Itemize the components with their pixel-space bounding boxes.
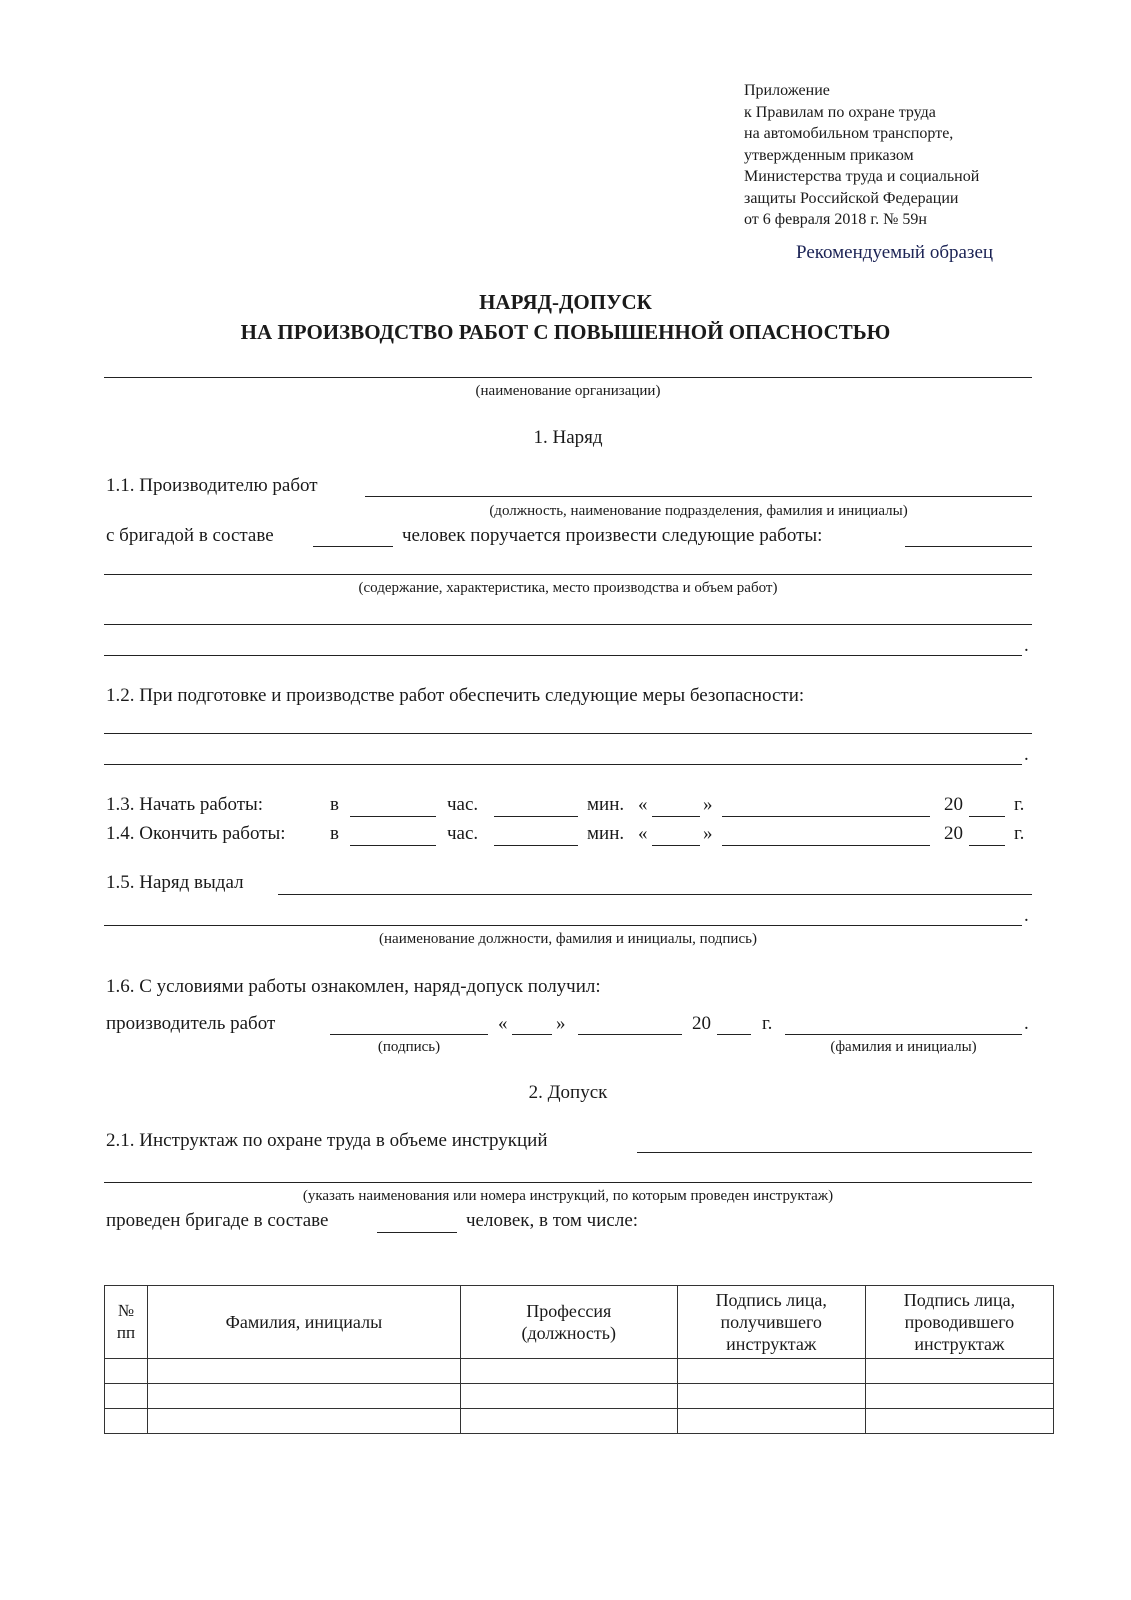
producer-name-field[interactable] xyxy=(785,1034,1022,1035)
year-prefix: 20 xyxy=(944,794,963,815)
instructions-hint: (указать наименования или номера инструкций, по которым проведен инструктаж) xyxy=(302,1188,834,1204)
safety-measures-line-1[interactable] xyxy=(104,733,1032,734)
appendix-line: защиты Российской Федерации xyxy=(744,189,959,207)
end-day-field[interactable] xyxy=(652,845,700,846)
appendix-line: к Правилам по охране труда xyxy=(744,103,936,121)
title-line-1: НАРЯД-ДОПУСК xyxy=(479,290,652,314)
at-label: в xyxy=(330,794,339,815)
table-cell[interactable] xyxy=(677,1409,865,1434)
period: . xyxy=(1024,905,1029,926)
table-row xyxy=(105,1384,1054,1409)
table-cell[interactable] xyxy=(460,1359,677,1384)
table-cell[interactable] xyxy=(460,1384,677,1409)
year-suffix: г. xyxy=(762,1013,773,1034)
section-1-heading: 1. Наряд xyxy=(533,427,603,448)
brigade-prefix: с бригадой в составе xyxy=(106,525,274,546)
works-hint: (содержание, характеристика, место производства и объем работ) xyxy=(358,580,778,596)
section-2-heading: 2. Допуск xyxy=(528,1082,608,1103)
item-1-4-label: 1.4. Окончить работы: xyxy=(106,823,286,844)
appendix-line: утвержденным приказом xyxy=(744,146,914,164)
works-field-start[interactable] xyxy=(905,546,1032,547)
end-month-field[interactable] xyxy=(722,845,930,846)
producer-label: производитель работ xyxy=(106,1013,276,1034)
period: . xyxy=(1024,635,1029,656)
table-row xyxy=(105,1409,1054,1434)
quote-close: » xyxy=(703,823,713,844)
table-cell[interactable] xyxy=(865,1359,1053,1384)
appendix-block xyxy=(744,80,979,231)
quote-open: « xyxy=(638,794,648,815)
instructions-field-line-1[interactable] xyxy=(637,1152,1032,1153)
item-1-6-label: 1.6. С условиями работы ознакомлен, наряд-допуск получил: xyxy=(106,976,601,997)
start-hours-field[interactable] xyxy=(350,816,436,817)
table-header-row xyxy=(105,1286,1054,1359)
minutes-label: мин. xyxy=(587,823,625,844)
at-label: в xyxy=(330,823,339,844)
appendix-line: Приложение xyxy=(744,82,830,99)
appendix-line: на автомобильном транспорте, xyxy=(744,125,954,142)
document-title xyxy=(0,287,1131,347)
received-month-field[interactable] xyxy=(578,1034,682,1035)
table-cell[interactable] xyxy=(147,1359,460,1384)
start-minutes-field[interactable] xyxy=(494,816,578,817)
header-name: Фамилия, инициалы xyxy=(147,1286,460,1359)
briefed-brigade-suffix: человек, в том числе: xyxy=(466,1210,639,1231)
quote-close: » xyxy=(556,1013,566,1034)
item-1-1-label: 1.1. Производителю работ xyxy=(106,475,318,496)
end-hours-field[interactable] xyxy=(350,845,436,846)
item-1-5-label: 1.5. Наряд выдал xyxy=(106,872,244,893)
quote-close: » xyxy=(703,794,713,815)
header-number: № пп xyxy=(105,1286,148,1359)
header-signature-conducted: Подпись лица, проводившего инструктаж xyxy=(865,1286,1053,1359)
end-minutes-field[interactable] xyxy=(494,845,578,846)
table-row xyxy=(105,1359,1054,1384)
table-cell[interactable] xyxy=(147,1384,460,1409)
appendix-line: от 6 февраля 2018 г. № 59н xyxy=(744,211,927,228)
issued-by-field-line-2[interactable] xyxy=(104,925,1022,926)
received-day-field[interactable] xyxy=(512,1034,552,1035)
issued-by-field-line-1[interactable] xyxy=(278,894,1032,895)
title-line-2: НА ПРОИЗВОДСТВО РАБОТ С ПОВЫШЕННОЙ ОПАСНОСТЬЮ xyxy=(240,320,891,344)
producer-signature-field[interactable] xyxy=(330,1034,488,1035)
end-year-field[interactable] xyxy=(969,845,1005,846)
works-field-line-1[interactable] xyxy=(104,574,1032,575)
start-day-field[interactable] xyxy=(652,816,700,817)
briefed-count-field[interactable] xyxy=(377,1232,457,1233)
hours-label: час. xyxy=(447,794,479,815)
year-prefix: 20 xyxy=(944,823,963,844)
start-year-field[interactable] xyxy=(969,816,1005,817)
hours-label: час. xyxy=(447,823,479,844)
name-hint: (фамилия и инициалы) xyxy=(830,1039,977,1055)
briefed-brigade-prefix: проведен бригаде в составе xyxy=(106,1210,329,1231)
recommended-sample-label: Рекомендуемый образец xyxy=(796,242,994,263)
appendix-line: Министерства труда и социальной xyxy=(744,168,980,185)
header-profession: Профессия (должность) xyxy=(460,1286,677,1359)
period: . xyxy=(1024,1013,1029,1034)
quote-open: « xyxy=(498,1013,508,1034)
producer-field[interactable] xyxy=(365,496,1032,497)
minutes-label: мин. xyxy=(587,794,625,815)
safety-measures-line-2[interactable] xyxy=(104,764,1022,765)
table-cell[interactable] xyxy=(677,1384,865,1409)
table-cell[interactable] xyxy=(865,1409,1053,1434)
quote-open: « xyxy=(638,823,648,844)
works-field-line-3[interactable] xyxy=(104,655,1022,656)
table-cell[interactable] xyxy=(105,1359,148,1384)
year-suffix: г. xyxy=(1014,823,1025,844)
table-cell[interactable] xyxy=(865,1384,1053,1409)
organization-field[interactable] xyxy=(104,377,1032,378)
received-year-field[interactable] xyxy=(717,1034,751,1035)
table-cell[interactable] xyxy=(105,1384,148,1409)
brigade-count-field[interactable] xyxy=(313,546,393,547)
period: . xyxy=(1024,744,1029,765)
works-field-line-2[interactable] xyxy=(104,624,1032,625)
briefing-table xyxy=(104,1285,1054,1434)
year-suffix: г. xyxy=(1014,794,1025,815)
brigade-suffix: человек поручается произвести следующие работы: xyxy=(402,525,823,546)
table-cell[interactable] xyxy=(460,1409,677,1434)
instructions-field-line-2[interactable] xyxy=(104,1182,1032,1183)
organization-hint: (наименование организации) xyxy=(475,383,661,399)
year-prefix: 20 xyxy=(692,1013,711,1034)
item-2-1-label: 2.1. Инструктаж по охране труда в объеме инструкций xyxy=(106,1130,548,1151)
item-1-3-label: 1.3. Начать работы: xyxy=(106,794,264,815)
start-month-field[interactable] xyxy=(722,816,930,817)
table-cell[interactable] xyxy=(105,1409,148,1434)
table-cell[interactable] xyxy=(677,1359,865,1384)
issued-by-hint: (наименование должности, фамилия и инициалы, подпись) xyxy=(379,931,757,947)
item-1-2-label: 1.2. При подготовке и производстве работ обеспечить следующие меры безопасности: xyxy=(106,685,805,706)
signature-hint: (подпись) xyxy=(377,1039,441,1055)
producer-hint: (должность, наименование подразделения, фамилия и инициалы) xyxy=(489,503,908,519)
table-cell[interactable] xyxy=(147,1409,460,1434)
header-signature-received: Подпись лица, получившего инструктаж xyxy=(677,1286,865,1359)
